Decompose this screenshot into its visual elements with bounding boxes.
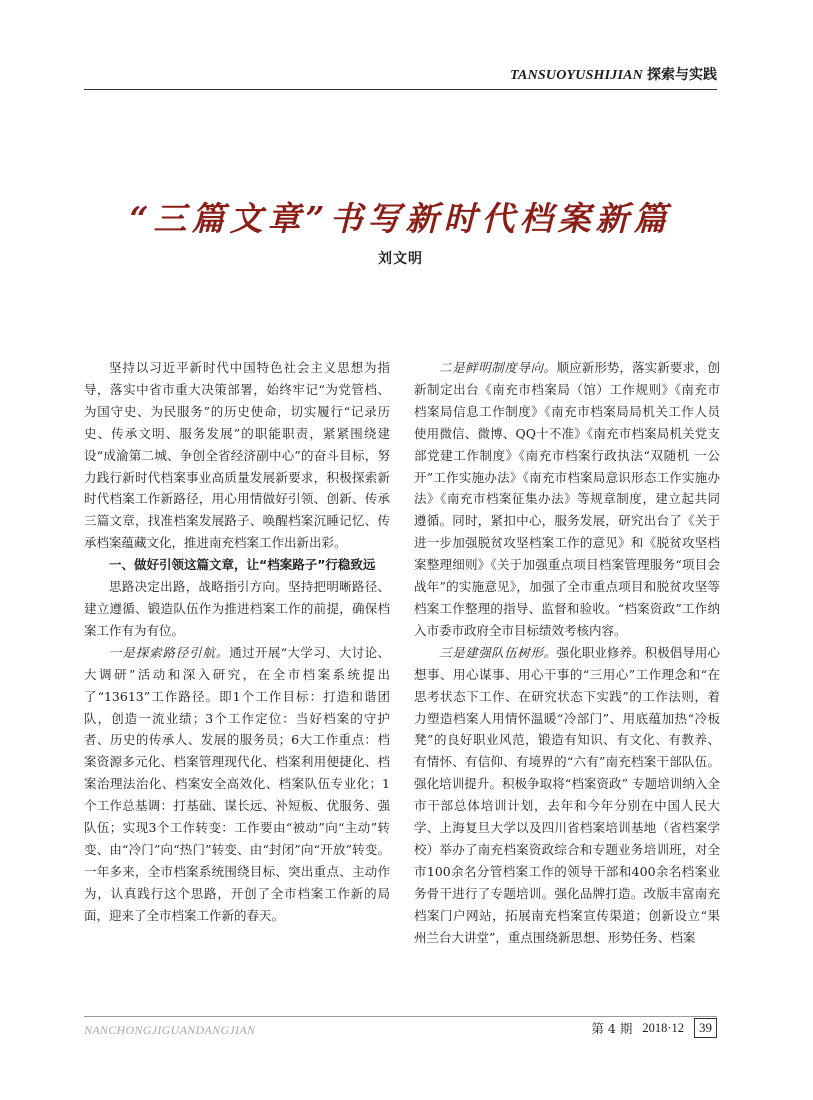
- header-rule: [84, 89, 717, 90]
- paragraph-body: 通过开展“大学习、大讨论、大调研”活动和深入研究，在全市档案系统提出了“13613”工作路径。即1个工作目标：打造和谐团队，创造一流业绩；3个工作定位：当好档案的守护者、历史的传承人、发展的服务员；6大工作重点：档案资源多元化、档案管理现代化、档案利用便捷化、档案治理法治化、档案安全高效化、档案队伍专业化；1个工作总基调：打基础、谋长远、补短板、优服务、强队伍；实现3个工作转变：工作要由“被动”向“主动”转变、由“冷门”向“热门”转变、由“封闭”向“开放”转变。一年多来，全市档案系统围绕目标、突出重点、主动作为，认真践行这个思路，开创了全市档案工作新的局面，迎来了全市档案工作新的春天。: [84, 644, 390, 923]
- header-text: [510, 64, 717, 84]
- paragraph: 思路决定出路，战略指引方向。坚持把明晰路径、建立遵循、锻造队伍作为推进档案工作的前提，确保档案工作有为有位。: [84, 579, 390, 638]
- article-author: 刘文明: [378, 251, 423, 267]
- paragraph: 坚持以习近平新时代中国特色社会主义思想为指导，落实中省市重大决策部署，始终牢记“为党管档、为国守史、为民服务”的历史使命，切实履行“记录历史、传承文明、服务发展”的职能职责，紧紧围绕建设“成渝第二城、争创全省经济副中心”的奋斗目标，努力践行新时代档案事业高质量发展新要求，积极探索新时代档案工作新路径，用心用情做好引领、创新、传承三篇文章，找准档案发展路子、唤醒档案沉睡记忆、传承档案蕴藏文化，推进南充档案工作出新出彩。: [84, 360, 390, 551]
- footer-issue-info: [591, 1018, 717, 1038]
- paragraph-body: 顺应新形势，落实新要求，创新制定出台《南充市档案局（馆）工作规则》《南充市档案局信息工作制度》《南充市档案局局机关工作人员使用微信、微博、QQ十不准》《南充市档案局机关党支部党建工作制度》《南充市档案行政执法“双随机 一公开”工作实施办法》《南充市档案局意识形态工作实施办法》《南充市档案征集办法》等规章制度，建立起共同遵循。同时，紧扣中心，服务发展，研究出台了《关于进一步加强脱贫攻坚档案工作的意见》和《脱贫攻坚档案整理细则》《关于加强重点项目档案管理服务“项目会战年”的实施意见》，加强了全市重点项目和脱贫攻坚等档案工作整理的指导、监督和验收。“档案资政”工作纳入市委市政府全市目标绩效考核内容。: [414, 360, 720, 638]
- header-section-name: 探索与实践: [647, 67, 717, 83]
- paragraph-lead: 三是建强队伍树形。: [439, 644, 557, 660]
- article-title: “三篇文章”书写新时代档案新篇: [129, 199, 672, 238]
- left-column: [84, 357, 390, 927]
- paragraph: [414, 357, 720, 642]
- running-footer: [84, 1016, 717, 1042]
- issue-number: 第 4 期: [591, 1021, 633, 1036]
- paragraph-lead: 一是探索路径引航。: [109, 644, 230, 660]
- footer-rule: [84, 1016, 717, 1017]
- section-heading: 一、做好引领这篇文章，让“档案路子”行稳致远: [109, 557, 376, 573]
- running-header: [84, 62, 717, 90]
- paragraph: [84, 642, 390, 927]
- header-english: TANSUOYUSHIJIAN: [510, 68, 643, 83]
- paragraph-lead: 二是鲜明制度导向。: [439, 360, 557, 375]
- paragraph-body: 强化职业修养。积极倡导用心想事、用心谋事、用心干事的“三用心”工作理念和“在思考状态下工作、在研究状态下实践”的工作法则，着力塑造档案人用情怀温暖“冷部门”、用底蕴加热“冷板凳”的良好职业风范，锻造有知识、有文化、有教养、有情怀、有信仰、有境界的“六有”南充档案干部队伍。强化培训提升。积极争取将“档案资政” 专题培训纳入全市干部总体培训计划，去年和今年分别在中国人民大学、上海复旦大学以及四川省档案培训基地（省档案学校）举办了南充档案资政综合和专题业务培训班，对全市100余名分管档案工作的领导干部和400余名档案业务骨干进行了专题培训。强化品牌打造。改版丰富南充档案门户网站，拓展南充档案宣传渠道；创新设立“果州兰台大讲堂”，重点围绕新思想、形势任务、档案: [414, 644, 720, 945]
- page-number: 39: [694, 1018, 717, 1038]
- footer-publication-name: NANCHONGJIGUANDANGJIAN: [84, 1023, 256, 1037]
- paragraph: [414, 642, 720, 949]
- issue-date: 2018·12: [642, 1020, 684, 1035]
- right-column: [414, 357, 720, 948]
